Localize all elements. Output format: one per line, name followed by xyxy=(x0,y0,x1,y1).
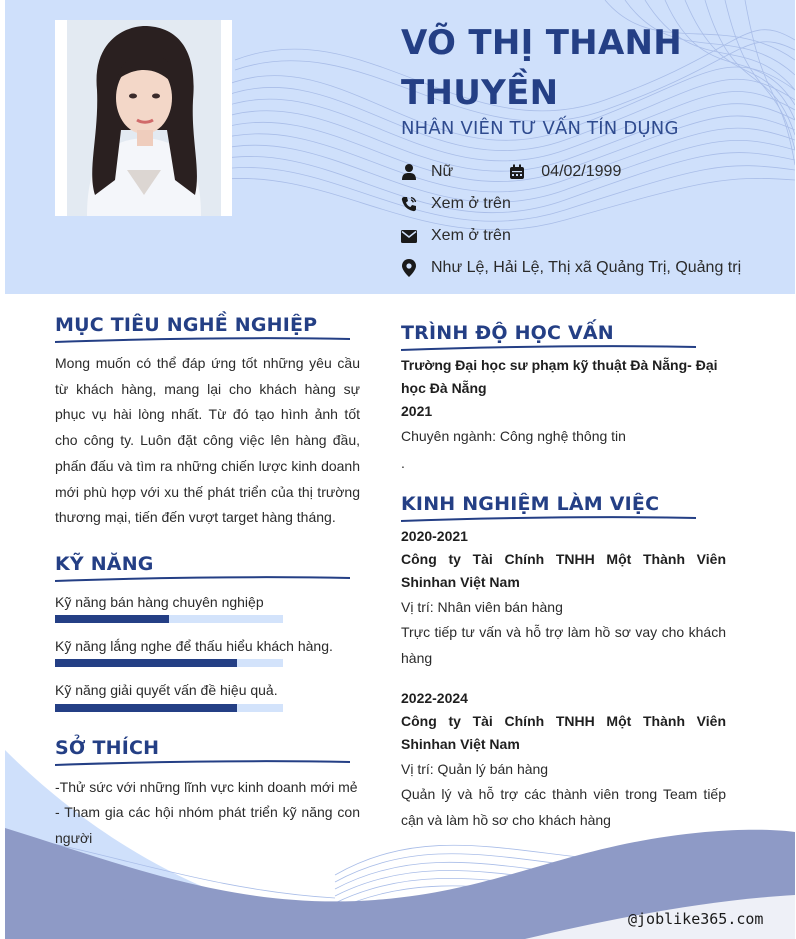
company-name: Công ty Tài Chính TNHH Một Thành Viên Shinhan Việt Nam xyxy=(401,713,726,752)
major: Chuyên ngành: Công nghệ thông tin xyxy=(401,428,626,444)
job-title: NHÂN VIÊN TƯ VẤN TÍN DỤNG xyxy=(401,118,679,139)
watermark-handle: @joblike365.com xyxy=(628,910,764,928)
education-note: . xyxy=(401,455,405,471)
skill-level-fill xyxy=(55,704,237,712)
gender-dob-row xyxy=(401,161,621,183)
career-objective-heading: MỤC TIÊU NGHỀ NGHIỆP xyxy=(55,314,318,336)
skill-level-fill xyxy=(55,615,169,623)
heading-underline xyxy=(401,344,696,352)
address-row xyxy=(401,257,741,279)
job-description: Quản lý và hỗ trợ các thành viên trong Team tiếp cận và làm hồ sơ cho khách hàng xyxy=(401,786,726,828)
envelope-icon xyxy=(401,227,417,245)
skills-heading: KỸ NĂNG xyxy=(55,553,154,575)
hobby-item: -Thử sức với những lĩnh vực kinh doanh mới mẻ xyxy=(55,779,358,795)
email-value: Xem ở trên xyxy=(431,227,511,244)
date-of-birth-value: 04/02/1999 xyxy=(541,163,622,180)
school-name: Trường Đại học sư phạm kỹ thuật Đà Nẵng- Đại học Đà Nẵng xyxy=(401,357,718,396)
job-period: 2020-2021 xyxy=(401,528,468,544)
career-objective-text: Mong muốn có thể đáp ứng tốt những yêu cầu từ khách hàng, mang lại cho khách hàng sự phục vụ hài lòng nhất. Từ đó tạo hình ảnh tốt cho công ty. Luôn đặt công việc lên hàng đầu, phấn đấu và tìm ra những chiến lược kinh doanh mới phù hợp với xu thế phát triển của thị trường thương mại, tiến đến vượt target hàng tháng. xyxy=(55,355,360,526)
work-experience-heading: KINH NGHIỆM LÀM VIỆC xyxy=(401,493,660,515)
skill-label: Kỹ năng giải quyết vấn đề hiệu quả. xyxy=(55,682,278,698)
skill-level-bar xyxy=(55,704,283,712)
skill-level-fill xyxy=(55,659,237,667)
location-pin-icon xyxy=(401,259,417,277)
calendar-icon xyxy=(509,163,525,181)
skill-level-bar xyxy=(55,615,283,623)
hobbies-heading: SỞ THÍCH xyxy=(55,737,160,759)
heading-underline xyxy=(401,515,696,523)
email-row xyxy=(401,225,511,247)
job-position: Vị trí: Quản lý bán hàng xyxy=(401,761,549,777)
profile-photo xyxy=(67,20,221,216)
address-value: Như Lệ, Hải Lệ, Thị xã Quảng Trị, Quảng trị xyxy=(431,259,742,276)
header-band xyxy=(5,0,795,294)
graduation-year: 2021 xyxy=(401,403,433,419)
hobby-item: - Tham gia các hội nhóm phát triển kỹ năng con người xyxy=(55,804,360,846)
education-heading: TRÌNH ĐỘ HỌC VẤN xyxy=(401,322,614,344)
job-description: Trực tiếp tư vấn và hỗ trợ làm hồ sơ vay cho khách hàng xyxy=(401,624,726,666)
skill-label: Kỹ năng lắng nghe để thấu hiểu khách hàng. xyxy=(55,638,333,654)
skill-level-bar xyxy=(55,659,283,667)
heading-underline xyxy=(55,336,350,344)
phone-value: Xem ở trên xyxy=(431,195,511,212)
company-name: Công ty Tài Chính TNHH Một Thành Viên Shinhan Việt Nam xyxy=(401,551,726,590)
phone-row xyxy=(401,193,511,215)
phone-icon xyxy=(401,195,417,213)
job-position: Vị trí: Nhân viên bán hàng xyxy=(401,599,563,615)
skill-label: Kỹ năng bán hàng chuyên nghiệp xyxy=(55,594,264,610)
portrait-image xyxy=(67,20,221,216)
profile-photo-frame xyxy=(55,20,232,216)
heading-underline xyxy=(55,759,350,767)
candidate-name: VÕ THỊ THANH THUYỀN xyxy=(401,23,683,113)
cv-page xyxy=(5,0,795,939)
heading-underline xyxy=(55,575,350,583)
job-period: 2022-2024 xyxy=(401,690,468,706)
person-icon xyxy=(401,163,417,181)
gender-value: Nữ xyxy=(431,163,454,180)
